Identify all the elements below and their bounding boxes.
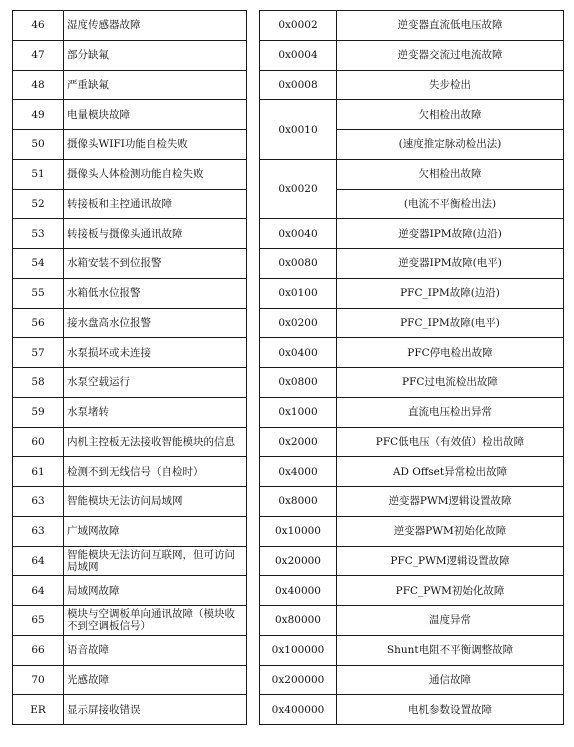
table-row: [13, 338, 247, 368]
table-row: [13, 368, 247, 398]
table-row: [260, 606, 564, 636]
table-row: [260, 576, 564, 606]
error-description-cell: 部分缺氟: [64, 40, 247, 70]
table-row: [13, 40, 247, 70]
table-row: [13, 70, 247, 100]
fault-description-cell: (电流不平衡检出法): [337, 189, 564, 219]
fault-bit-cell: 0x0010: [260, 100, 337, 160]
table-row: [13, 695, 247, 725]
error-code-cell: ER: [13, 695, 64, 725]
fault-description-cell: 逆变器直流低电压故障: [337, 11, 564, 41]
fault-bit-cell: 0x0040: [260, 219, 337, 249]
error-description-cell: 水泵堵转: [64, 397, 247, 427]
fault-description-cell: 通信故障: [337, 665, 564, 695]
fault-bit-cell: 0x400000: [260, 695, 337, 725]
error-code-cell: 64: [13, 576, 64, 606]
fault-bit-cell: 0x2000: [260, 427, 337, 457]
error-code-cell: 48: [13, 70, 64, 100]
error-description-cell: 光感故障: [64, 665, 247, 695]
table-row: [260, 397, 564, 427]
fault-bit-cell: 0x0800: [260, 368, 337, 398]
fault-description-cell: Shunt电阻不平衡调整故障: [337, 635, 564, 665]
fault-description-cell: 温度异常: [337, 606, 564, 636]
fault-bit-cell: 0x0400: [260, 338, 337, 368]
fault-bit-cell: 0x0080: [260, 249, 337, 279]
fault-description-cell: PFC_PWM初始化故障: [337, 576, 564, 606]
error-description-cell: 严重缺氟: [64, 70, 247, 100]
error-description-cell: 水泵损坏或未连接: [64, 338, 247, 368]
error-description-cell: 内机主控板无法接收智能模块的信息: [64, 427, 247, 457]
fault-bit-cell: 0x1000: [260, 397, 337, 427]
fault-description-cell: AD Offset异常检出故障: [337, 457, 564, 487]
error-code-cell: 53: [13, 219, 64, 249]
error-code-cell: 49: [13, 100, 64, 130]
table-row: [13, 576, 247, 606]
error-code-cell: 57: [13, 338, 64, 368]
table-row: [260, 308, 564, 338]
fault-description-cell: 电机参数设置故障: [337, 695, 564, 725]
table-row: [260, 219, 564, 249]
fault-description-cell: PFC停电检出故障: [337, 338, 564, 368]
error-code-cell: 46: [13, 11, 64, 41]
error-description-cell: 智能模块无法访问互联网，但可访问局域网: [64, 546, 247, 576]
error-code-cell: 64: [13, 546, 64, 576]
error-code-cell: 56: [13, 308, 64, 338]
error-description-cell: 显示屏接收错误: [64, 695, 247, 725]
error-code-cell: 52: [13, 189, 64, 219]
error-code-cell: 65: [13, 606, 64, 636]
table-row: [260, 487, 564, 517]
fault-description-cell: 逆变器IPM故障(边沿): [337, 219, 564, 249]
table-row: [13, 100, 247, 130]
error-description-cell: 转接板与摄像头通讯故障: [64, 219, 247, 249]
fault-bit-cell: 0x0200: [260, 308, 337, 338]
table-row: [260, 70, 564, 100]
fault-description-cell: 欠相检出故障: [337, 159, 564, 189]
table-row: [260, 338, 564, 368]
error-code-cell: 61: [13, 457, 64, 487]
table-row: [260, 368, 564, 398]
fault-description-cell: PFC过电流检出故障: [337, 368, 564, 398]
fault-description-cell: PFC低电压（有效值）检出故障: [337, 427, 564, 457]
error-code-cell: 50: [13, 130, 64, 160]
error-description-cell: 电量模块故障: [64, 100, 247, 130]
error-description-cell: 湿度传感器故障: [64, 11, 247, 41]
table-row: [13, 665, 247, 695]
table-row: [13, 278, 247, 308]
error-description-cell: 接水盘高水位报警: [64, 308, 247, 338]
fault-description-cell: PFC_IPM故障(电平): [337, 308, 564, 338]
error-description-cell: 局域网故障: [64, 576, 247, 606]
fault-description-cell: PFC_IPM故障(边沿): [337, 278, 564, 308]
fault-bit-cell: 0x100000: [260, 635, 337, 665]
fault-bit-cell: 0x40000: [260, 576, 337, 606]
table-row: [260, 635, 564, 665]
table-row: [260, 665, 564, 695]
fault-description-cell: 欠相检出故障: [337, 100, 564, 130]
fault-bit-cell: 0x0004: [260, 40, 337, 70]
error-code-cell: 51: [13, 159, 64, 189]
fault-bit-cell: 0x80000: [260, 606, 337, 636]
fault-bit-cell: 0x0008: [260, 70, 337, 100]
table-row: [13, 219, 247, 249]
table-row: [13, 546, 247, 576]
table-row: [13, 308, 247, 338]
error-description-cell: 检测不到无线信号（自检时）: [64, 457, 247, 487]
fault-bit-cell: 0x4000: [260, 457, 337, 487]
fault-description-cell: (速度推定脉动检出法): [337, 130, 564, 160]
table-row: [13, 189, 247, 219]
table-row: [260, 546, 564, 576]
error-code-cell: 59: [13, 397, 64, 427]
table-row: [13, 397, 247, 427]
error-description-cell: 广域网故障: [64, 516, 247, 546]
error-description-cell: 语音故障: [64, 635, 247, 665]
fault-bit-cell: 0x20000: [260, 546, 337, 576]
table-row: [260, 249, 564, 279]
table-row: [13, 487, 247, 517]
table-row: [260, 516, 564, 546]
error-description-cell: 水箱安装不到位报警: [64, 249, 247, 279]
error-code-cell: 54: [13, 249, 64, 279]
table-row: [260, 11, 564, 41]
error-description-cell: 模块与空调板单向通讯故障（模块收不到空调板信号）: [64, 606, 247, 636]
error-description-cell: 摄像头人体检测功能自检失败: [64, 159, 247, 189]
error-description-cell: 转接板和主控通讯故障: [64, 189, 247, 219]
fault-description-cell: 直流电压检出异常: [337, 397, 564, 427]
error-code-cell: 63: [13, 516, 64, 546]
table-row: [260, 40, 564, 70]
table-row: [260, 278, 564, 308]
table-row: [13, 11, 247, 41]
table-row: [13, 635, 247, 665]
error-code-table-left: [12, 10, 247, 725]
fault-bit-cell: 0x0002: [260, 11, 337, 41]
table-row: [13, 516, 247, 546]
error-description-cell: 水箱低水位报警: [64, 278, 247, 308]
table-row: [260, 427, 564, 457]
table-row: [13, 159, 247, 189]
fault-bit-cell: 0x200000: [260, 665, 337, 695]
error-description-cell: 智能模块无法访问局域网: [64, 487, 247, 517]
table-row: [13, 457, 247, 487]
table-row: [260, 159, 564, 189]
fault-bit-cell: 0x10000: [260, 516, 337, 546]
fault-bit-cell: 0x0020: [260, 159, 337, 219]
fault-description-cell: PFC_PWM逻辑设置故障: [337, 546, 564, 576]
fault-bit-cell: 0x8000: [260, 487, 337, 517]
error-code-cell: 63: [13, 487, 64, 517]
error-code-cell: 58: [13, 368, 64, 398]
table-row: [13, 130, 247, 160]
fault-description-cell: 逆变器PWM逻辑设置故障: [337, 487, 564, 517]
error-description-cell: 水泵空载运行: [64, 368, 247, 398]
table-row: [13, 249, 247, 279]
fault-description-cell: 逆变器交流过电流故障: [337, 40, 564, 70]
fault-description-cell: 失步检出: [337, 70, 564, 100]
table-row: [260, 100, 564, 130]
table-row: [260, 457, 564, 487]
table-row: [260, 695, 564, 725]
fault-description-cell: 逆变器PWM初始化故障: [337, 516, 564, 546]
table-row: [13, 606, 247, 636]
error-code-table-right: [259, 10, 564, 725]
table-row: [13, 427, 247, 457]
error-code-cell: 47: [13, 40, 64, 70]
error-code-cell: 55: [13, 278, 64, 308]
error-code-cell: 70: [13, 665, 64, 695]
error-code-cell: 66: [13, 635, 64, 665]
fault-description-cell: 逆变器IPM故障(电平): [337, 249, 564, 279]
fault-bit-cell: 0x0100: [260, 278, 337, 308]
error-code-cell: 60: [13, 427, 64, 457]
error-description-cell: 摄像头WIFI功能自检失败: [64, 130, 247, 160]
